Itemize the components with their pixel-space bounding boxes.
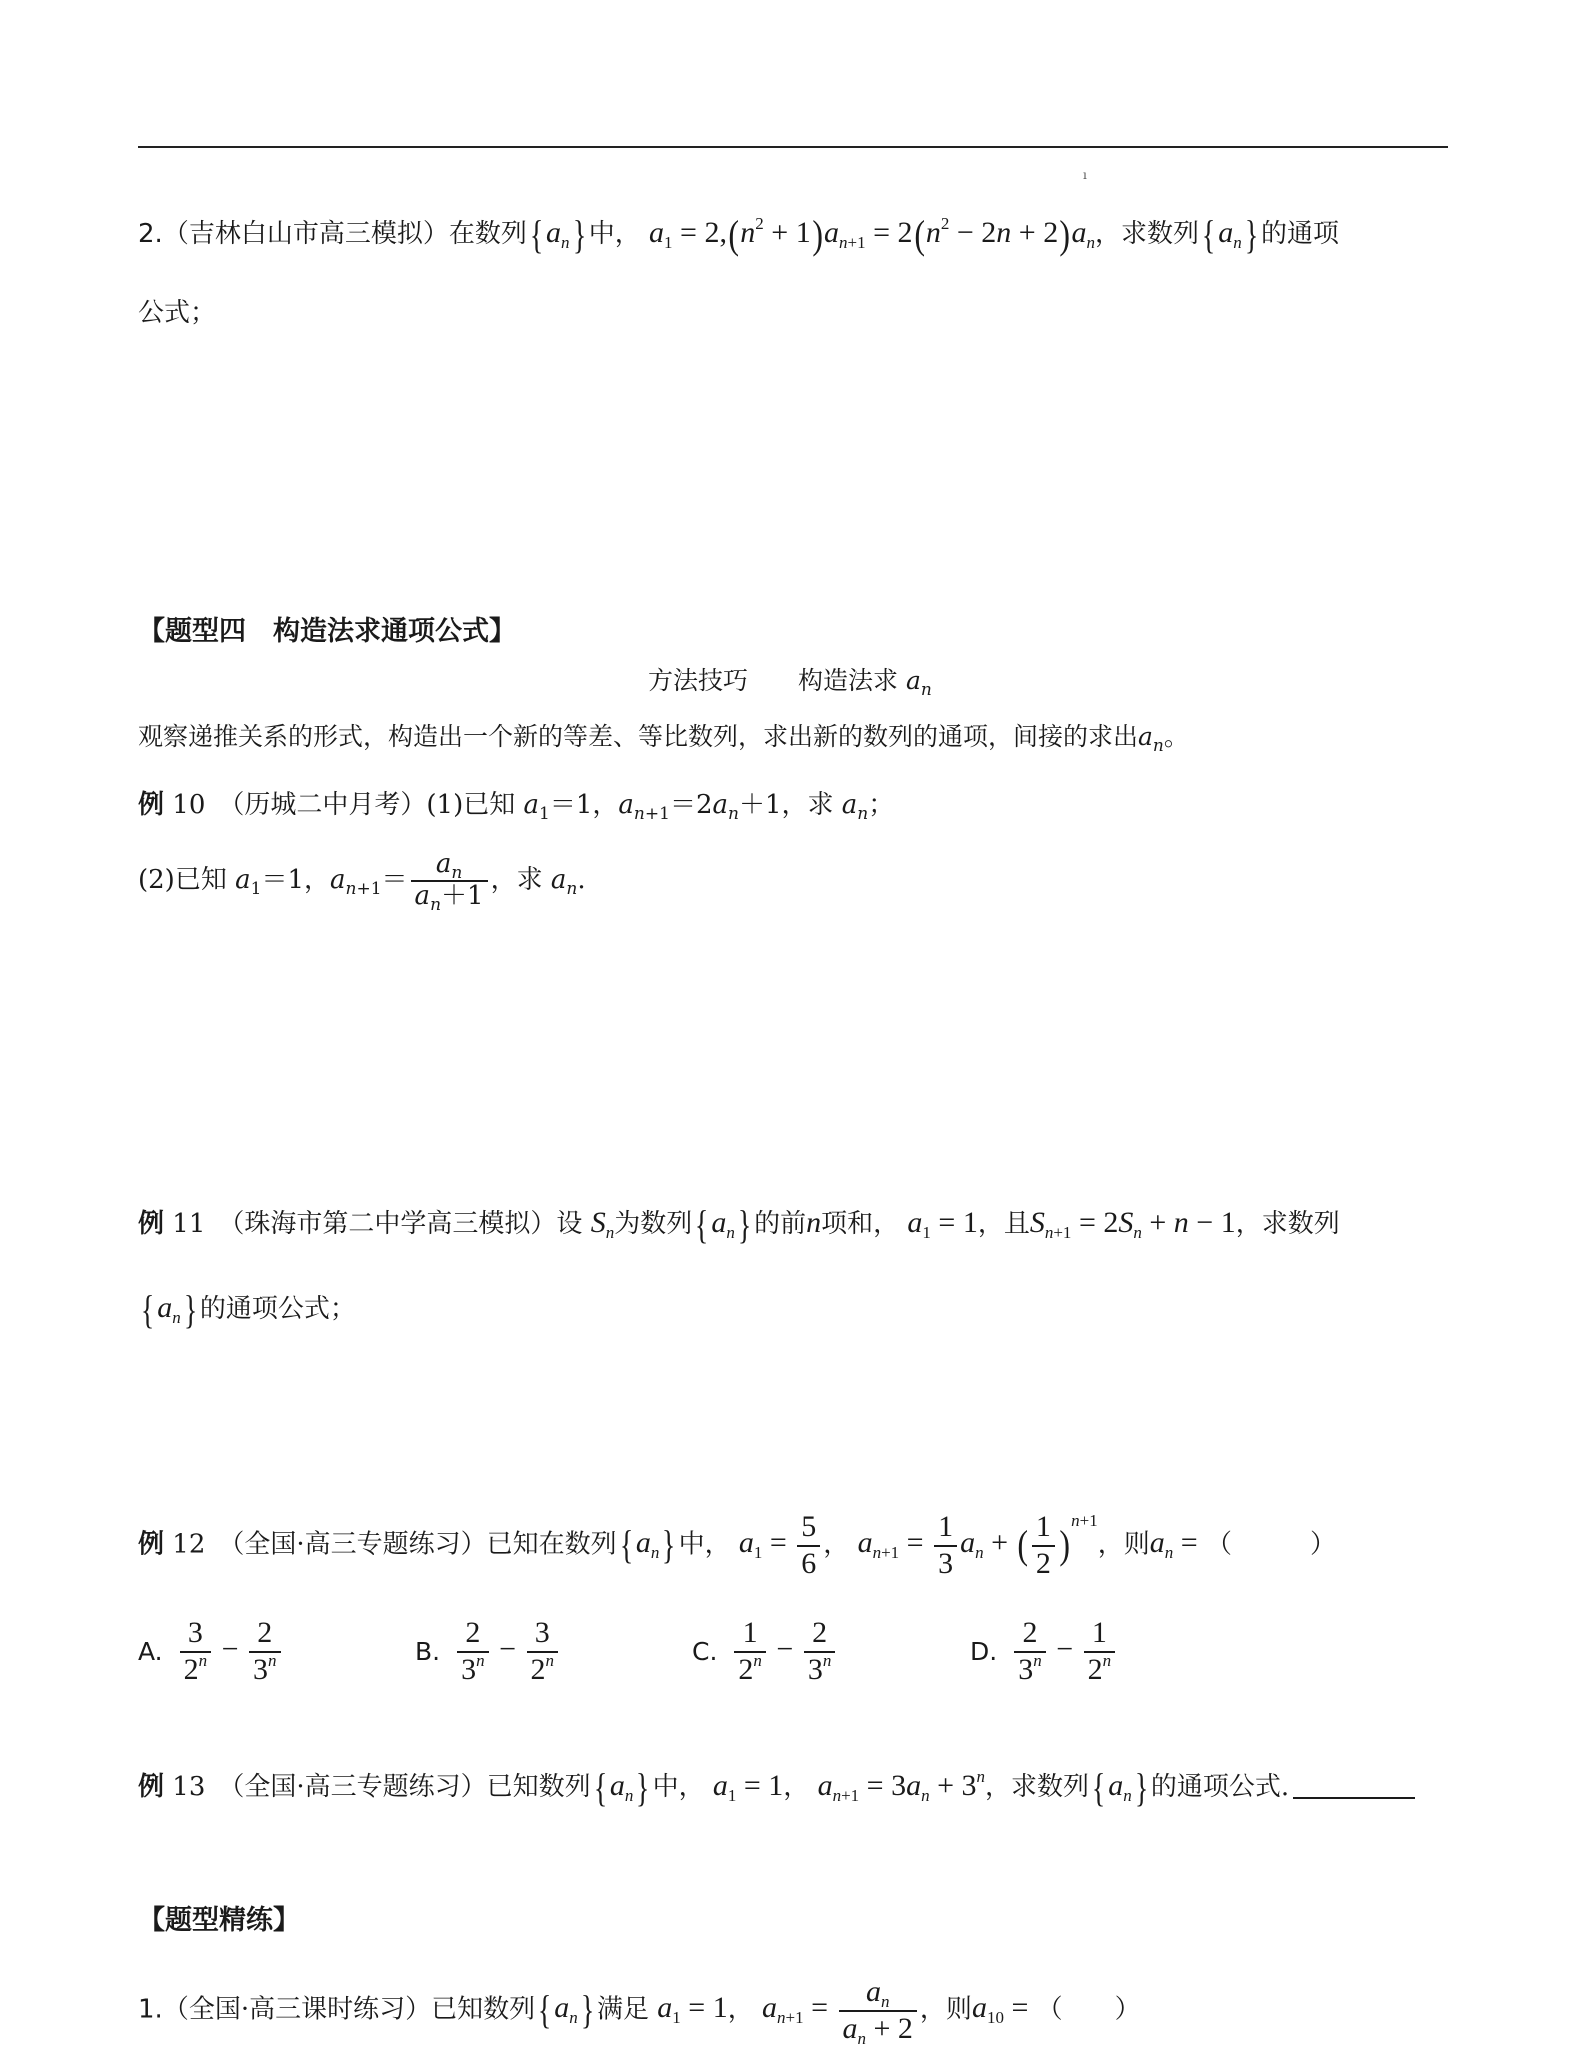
option-d[interactable]: D. $\frac{2}{3^n}$ − $\frac{1}{2^n}$ xyxy=(970,1616,1118,1687)
sequence-notation: $\{a_n\}$ xyxy=(529,212,586,257)
problem-number: 2. xyxy=(138,219,163,249)
problem-2-continued: 公式； xyxy=(138,298,217,328)
option-c[interactable]: C. $\frac{1}{2^n}$ − $\frac{2}{3^n}$ xyxy=(692,1616,838,1687)
example-11: 例 11 （珠海市第二中学高三模拟）设 $S_n$为数列$\{a_n\}$ 的前n项和， $a_1 = 1$，且$S_{n+1} = 2S_n + n - 1$，求数列 xyxy=(138,1202,1340,1247)
example-12: 例 12 （全国·高三专题练习）已知在数列$\{a_n\}$ 中， $a_1$ = $\frac{5}{6}$ ， $a_{n+1}$ = $\frac{1}{3}$ $a_n$ + ( $\frac{1}{2}$ )$^{n+1}$，则$a_n$ = （ ） xyxy=(138,1510,1336,1580)
example-10-part-2: (2)已知 $a_1=1$，$a_{n+1}=$ $\frac{a_n}{a_n+1}$ ，求 $a_n$. xyxy=(138,849,586,915)
practice-problem-1: 1.（全国·高三课时练习）已知数列$\{a_n\}$ 满足 $a_1 = 1$， $a_{n+1}$ = $\frac{a_n}{a_n + 2}$ ，则$a_{10}$ = （ ） xyxy=(138,1975,1141,2048)
example-10: 例 10 （历城二中月考）(1)已知 $a_1=1$，$a_{n+1}=2a_n+1$，求 $a_n$； xyxy=(138,790,895,824)
method-tip: 方法技巧 构造法求 $a_n$ xyxy=(648,666,932,700)
method-description: 观察递推关系的形式，构造出一个新的等差、等比数列，求出新的数列的通项，间接的求出$a_n$。 xyxy=(138,722,1189,756)
example-11-continued: $\{a_n\}$ 的通项公式； xyxy=(140,1287,356,1332)
option-a[interactable]: A. $\frac{3}{2^n}$ − $\frac{2}{3^n}$ xyxy=(138,1616,284,1687)
problem-2: 2.（吉林白山市高三模拟）在数列$\{a_n\}$ 中， $a_1 = 2,(n^2 + 1)a_{n+1} = 2(n^2 - 2n + 2)a_n$，求数列$\{a_n\}$ 的通项 xyxy=(138,212,1339,257)
problem-source: （吉林白山市高三模拟） xyxy=(162,219,449,249)
section-title: 【题型四 构造法求通项公式】 xyxy=(138,616,516,647)
recurrence-formula: $a_1 = 2,(n^2 + 1)a_{n+1} = 2(n^2 - 2n + 2)a_n$ xyxy=(649,212,1096,257)
example-13: 例 13 （全国·高三专题练习）已知数列$\{a_n\}$ 中， $a_1 = 1$， $a_{n+1} = 3a_n + 3^n$，求数列$\{a_n\}$ 的通项公式. xyxy=(138,1768,1415,1808)
answer-blank[interactable] xyxy=(1293,1773,1415,1799)
fraction: $\frac{a_n}{a_n+1}$ xyxy=(411,850,488,912)
practice-title: 【题型精练】 xyxy=(138,1905,300,1936)
header-rule xyxy=(138,146,1448,148)
option-b[interactable]: B. $\frac{2}{3^n}$ − $\frac{3}{2^n}$ xyxy=(415,1616,561,1687)
page-mark: ı xyxy=(1083,168,1087,182)
